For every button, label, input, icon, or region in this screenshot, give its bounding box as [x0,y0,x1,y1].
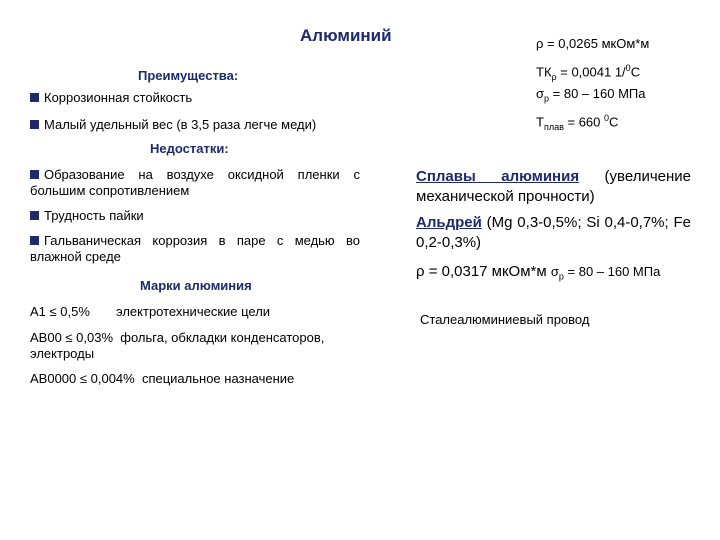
bullet-icon [30,211,39,220]
alloys-heading: Сплавы алюминия [416,168,580,185]
page-title: Алюминий [300,26,392,45]
sigma-prefix: σ [550,264,559,279]
grade-row [30,330,360,362]
sigma-sub: р [558,271,564,282]
sigma-sub: р [544,93,550,104]
advantage-item [30,90,192,106]
aldrey-strength [550,264,661,282]
advantage-text: Малый удельный вес (в 3,5 раза легче меди) [44,117,317,132]
advantages-heading: Преимущества: [138,68,239,83]
tmelt-unit: С [609,114,619,130]
alloys-heading-rest: (увеличение механической прочности) [416,168,691,205]
disadvantage-text: Трудность пайки [44,208,144,223]
temperature-coefficient [536,60,640,85]
sigma-prefix: σ [536,86,545,101]
melting-temperature [536,110,618,135]
grade-use: электротехнические цели [116,304,271,319]
steel-aluminum-wire: Сталеалюминиевый провод [420,312,590,327]
alloys-block [416,167,691,207]
aldrey-resistivity: ρ = 0,0317 мкОм*м [416,263,547,280]
bullet-icon [30,236,39,245]
grade-row [30,304,271,320]
tk-sup: 0 [625,63,631,73]
sigma-rest: = 80 – 160 МПа [549,86,646,101]
tk-sub: ρ [551,71,557,82]
aldrey-name: Альдрей [416,214,482,231]
disadvantage-item [30,233,360,265]
grade-name: АВ00 ≤ 0,03% [30,330,114,345]
sigma-rest: = 80 – 160 МПа [563,264,661,279]
tmelt-rest: = 660 [563,114,604,130]
disadvantage-item [30,167,360,199]
tmelt-sub: плав [543,121,564,132]
grade-use: фольга, обкладки конденсаторов, электроды [30,330,325,361]
bullet-icon [30,120,39,129]
disadvantage-item [30,208,144,224]
grades-heading: Марки алюминия [140,278,252,293]
advantage-text: Коррозионная стойкость [44,90,193,105]
aldrey-block [416,213,691,253]
aldrey-properties [416,262,660,287]
grade-use: специальное назначение [141,371,295,386]
tk-rest: = 0,0041 1/ [556,64,626,80]
advantage-item [30,117,316,133]
disadvantages-heading: Недостатки: [150,141,229,156]
tk-prefix: ТК [536,64,552,80]
bullet-icon [30,93,39,102]
tensile-strength [536,86,645,107]
disadvantage-text: Образование на воздухе оксидной пленки с большим сопротивлением [30,167,360,198]
tmelt-prefix: Т [536,114,544,130]
grade-name: АВ0000 ≤ 0,004% [30,371,135,386]
aldrey-rest: (Mg 0,3-0,5%; Si 0,4-0,7%; Fe 0,2-0,3%) [416,214,691,251]
tmelt-sup: 0 [604,113,610,123]
disadvantage-text: Гальваническая коррозия в паре с медью во влажной среде [30,233,360,264]
resistivity-value: ρ = 0,0265 мкОм*м [536,36,650,51]
grade-row [30,371,294,387]
grade-name: А1 ≤ 0,5% [30,304,90,319]
bullet-icon [30,170,39,179]
tk-unit: С [630,64,641,80]
